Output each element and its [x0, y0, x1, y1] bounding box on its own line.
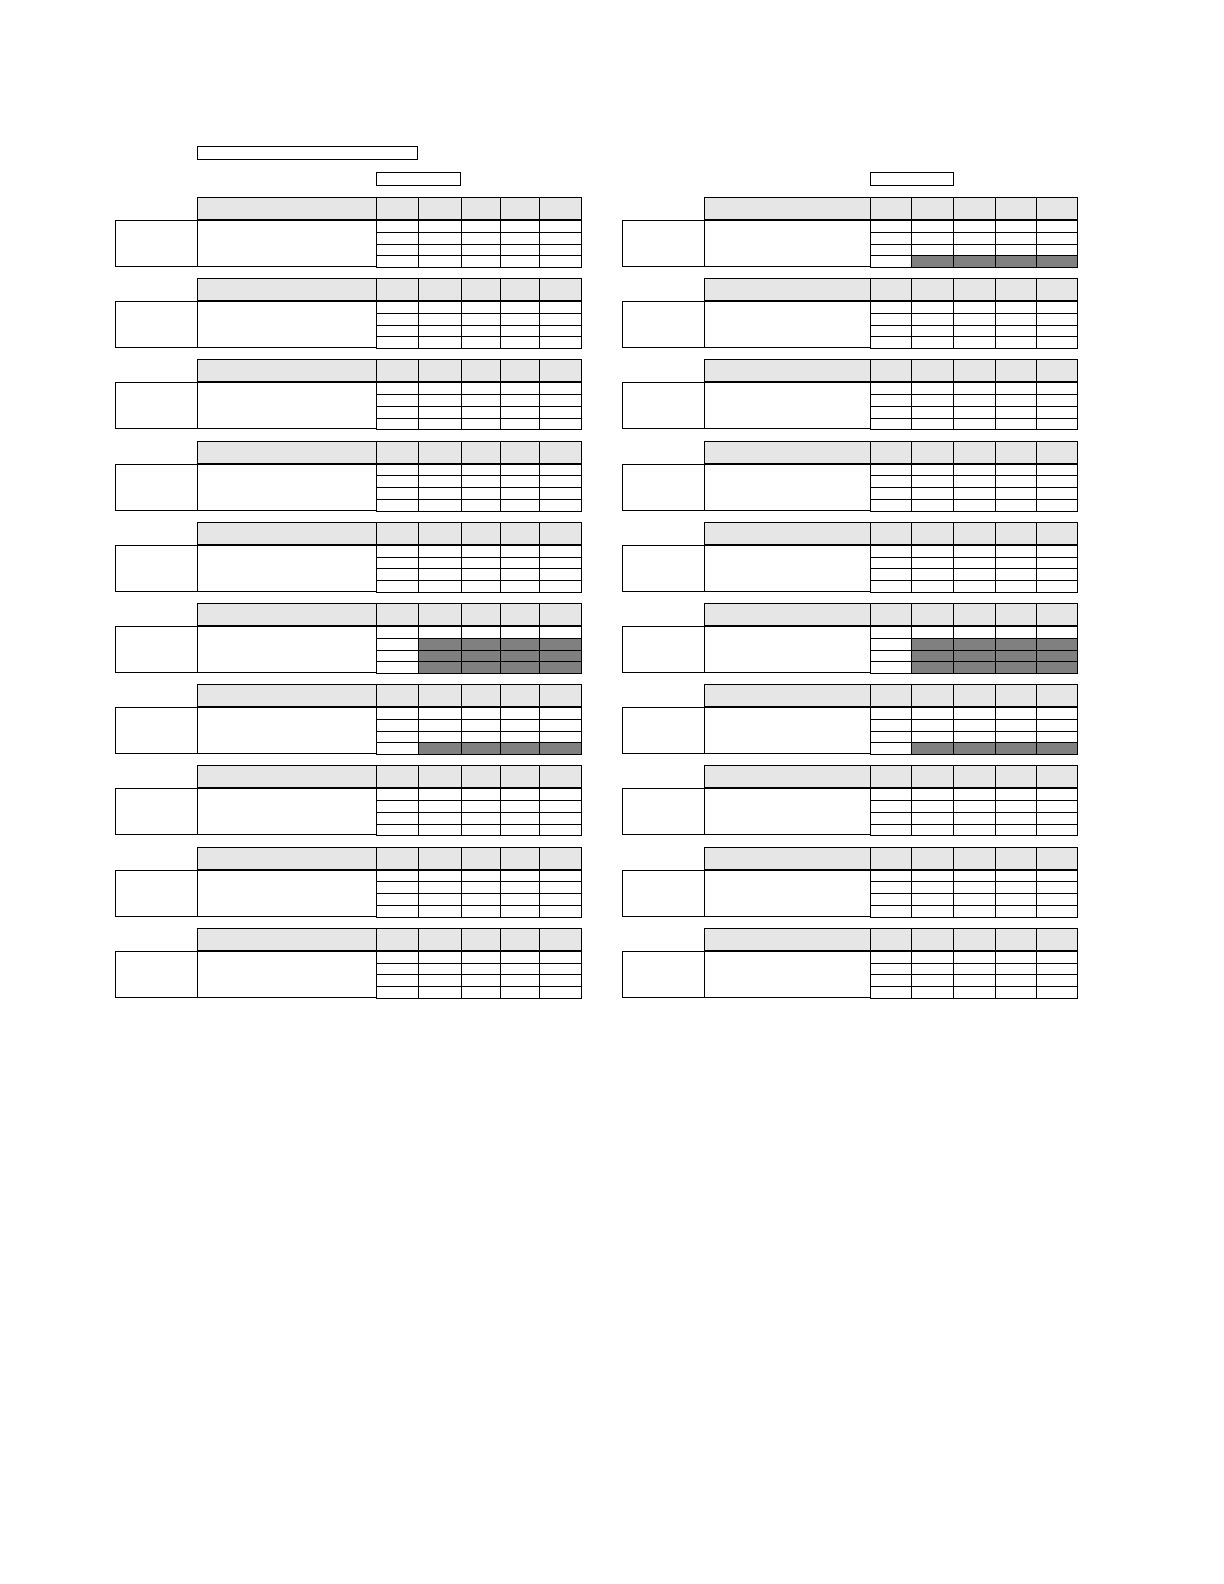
entry-cell[interactable]: [953, 499, 996, 512]
entry-cell[interactable]: [418, 905, 462, 918]
entry-cell[interactable]: [461, 905, 501, 918]
entry-cell[interactable]: [870, 580, 912, 593]
column-header-cell: [539, 684, 582, 707]
section-header: [704, 928, 871, 951]
entry-cell[interactable]: [500, 499, 540, 512]
column-header-cell: [870, 522, 912, 545]
section-description-field[interactable]: [704, 464, 871, 511]
column-header-cell: [995, 684, 1037, 707]
section-header: [197, 441, 377, 464]
column-header-cell: [1036, 928, 1078, 951]
entry-cell[interactable]: [911, 418, 954, 431]
section-header: [704, 197, 871, 220]
column-header-cell: [500, 603, 540, 626]
shaded-cell: [1036, 255, 1078, 268]
column-header-cell: [376, 522, 419, 545]
section-label-field[interactable]: [115, 464, 198, 511]
column-header-cell: [461, 928, 501, 951]
column-header-cell: [539, 197, 582, 220]
column-header-cell: [500, 684, 540, 707]
entry-cell[interactable]: [376, 255, 419, 268]
section-description-field[interactable]: [704, 301, 871, 348]
section-label-field[interactable]: [622, 464, 705, 511]
shaded-cell: [911, 255, 954, 268]
column-header-cell: [500, 359, 540, 382]
entry-cell[interactable]: [870, 499, 912, 512]
shaded-cell: [995, 742, 1037, 755]
entry-cell[interactable]: [1036, 580, 1078, 593]
column-header-cell: [500, 278, 540, 301]
entry-cell[interactable]: [995, 336, 1037, 349]
column-header-cell: [953, 197, 996, 220]
entry-cell[interactable]: [418, 255, 462, 268]
column-header-cell: [376, 278, 419, 301]
section-label-field[interactable]: [622, 951, 705, 998]
column-header-cell: [418, 441, 462, 464]
entry-cell[interactable]: [1036, 824, 1078, 837]
column-header-cell: [418, 359, 462, 382]
column-header-cell: [500, 197, 540, 220]
column-header-cell: [461, 197, 501, 220]
column-header-cell: [911, 847, 954, 870]
shaded-cell: [418, 661, 462, 674]
entry-cell[interactable]: [500, 580, 540, 593]
entry-cell[interactable]: [1036, 905, 1078, 918]
entry-cell[interactable]: [376, 824, 419, 837]
entry-cell[interactable]: [1036, 986, 1078, 999]
entry-cell[interactable]: [461, 824, 501, 837]
entry-cell[interactable]: [1036, 336, 1078, 349]
section-label-field[interactable]: [622, 220, 705, 267]
entry-cell[interactable]: [539, 580, 582, 593]
column-header-cell: [418, 928, 462, 951]
section-header: [197, 928, 377, 951]
entry-cell[interactable]: [418, 336, 462, 349]
column-header-cell: [870, 765, 912, 788]
entry-cell[interactable]: [376, 742, 419, 755]
section-label-field[interactable]: [622, 545, 705, 592]
section-header: [197, 765, 377, 788]
section-label-field[interactable]: [115, 707, 198, 754]
entry-cell[interactable]: [376, 336, 419, 349]
entry-cell[interactable]: [911, 580, 954, 593]
entry-cell[interactable]: [995, 824, 1037, 837]
column-header-cell: [995, 928, 1037, 951]
column-header-cell: [461, 522, 501, 545]
entry-cell[interactable]: [911, 824, 954, 837]
entry-cell[interactable]: [995, 905, 1037, 918]
section-header: [197, 684, 377, 707]
column-header-cell: [461, 359, 501, 382]
column-header-cell: [870, 197, 912, 220]
section-description-field[interactable]: [704, 951, 871, 998]
column-header-cell: [995, 522, 1037, 545]
column-header-cell: [461, 847, 501, 870]
column-header-cell: [461, 441, 501, 464]
section-description-field[interactable]: [704, 382, 871, 429]
column-header-cell: [1036, 278, 1078, 301]
column-header-cell: [1036, 847, 1078, 870]
column-header-cell: [911, 603, 954, 626]
right-column-header-field[interactable]: [870, 172, 954, 186]
section-header: [197, 603, 377, 626]
column-header-cell: [953, 928, 996, 951]
section-header: [704, 359, 871, 382]
column-header-cell: [418, 603, 462, 626]
section-description-field[interactable]: [704, 707, 871, 754]
column-header-cell: [1036, 684, 1078, 707]
column-header-cell: [376, 765, 419, 788]
left-column-header-field[interactable]: [376, 172, 461, 186]
section-header: [704, 441, 871, 464]
column-header-cell: [911, 197, 954, 220]
column-header-cell: [1036, 765, 1078, 788]
column-header-cell: [995, 359, 1037, 382]
section-description-field[interactable]: [197, 220, 377, 267]
entry-cell[interactable]: [500, 986, 540, 999]
entry-cell[interactable]: [418, 418, 462, 431]
column-header-cell: [539, 928, 582, 951]
shaded-cell: [1036, 742, 1078, 755]
column-header-cell: [870, 603, 912, 626]
entry-cell[interactable]: [539, 418, 582, 431]
entry-cell[interactable]: [911, 336, 954, 349]
section-description-field[interactable]: [704, 626, 871, 673]
section-label-field[interactable]: [622, 788, 705, 835]
column-header-cell: [953, 522, 996, 545]
section-label-field[interactable]: [622, 870, 705, 917]
shaded-cell: [953, 255, 996, 268]
section-label-field[interactable]: [622, 707, 705, 754]
column-header-cell: [461, 603, 501, 626]
column-header-cell: [1036, 603, 1078, 626]
column-header-cell: [418, 522, 462, 545]
column-header-cell: [461, 684, 501, 707]
column-header-cell: [539, 603, 582, 626]
entry-cell[interactable]: [870, 336, 912, 349]
entry-cell[interactable]: [870, 824, 912, 837]
column-header-cell: [539, 359, 582, 382]
entry-cell[interactable]: [500, 418, 540, 431]
section-label-field[interactable]: [115, 382, 198, 429]
column-header-cell: [500, 441, 540, 464]
shaded-cell: [953, 661, 996, 674]
column-header-cell: [539, 522, 582, 545]
entry-cell[interactable]: [953, 418, 996, 431]
entry-cell[interactable]: [418, 824, 462, 837]
section-label-field[interactable]: [115, 301, 198, 348]
column-header-cell: [376, 197, 419, 220]
entry-cell[interactable]: [870, 255, 912, 268]
column-header-cell: [376, 603, 419, 626]
title-field[interactable]: [197, 146, 418, 160]
entry-cell[interactable]: [911, 986, 954, 999]
entry-cell[interactable]: [539, 905, 582, 918]
column-header-cell: [376, 847, 419, 870]
section-description-field[interactable]: [704, 788, 871, 835]
section-label-field[interactable]: [115, 626, 198, 673]
entry-cell[interactable]: [376, 418, 419, 431]
section-description-field[interactable]: [197, 626, 377, 673]
section-label-field[interactable]: [115, 220, 198, 267]
entry-cell[interactable]: [461, 255, 501, 268]
section-description-field[interactable]: [197, 464, 377, 511]
entry-cell[interactable]: [539, 824, 582, 837]
column-header-cell: [376, 684, 419, 707]
column-header-cell: [911, 765, 954, 788]
column-header-cell: [376, 441, 419, 464]
entry-cell[interactable]: [539, 986, 582, 999]
section-label-field[interactable]: [622, 301, 705, 348]
section-description-field[interactable]: [197, 788, 377, 835]
entry-cell[interactable]: [461, 418, 501, 431]
section-description-field[interactable]: [704, 220, 871, 267]
column-header-cell: [1036, 359, 1078, 382]
shaded-cell: [461, 661, 501, 674]
column-header-cell: [418, 278, 462, 301]
shaded-cell: [500, 742, 540, 755]
column-header-cell: [539, 278, 582, 301]
column-header-cell: [911, 684, 954, 707]
section-description-field[interactable]: [197, 301, 377, 348]
entry-cell[interactable]: [376, 499, 419, 512]
entry-cell[interactable]: [500, 905, 540, 918]
column-header-cell: [870, 359, 912, 382]
section-header: [704, 847, 871, 870]
column-header-cell: [1036, 522, 1078, 545]
section-header: [704, 765, 871, 788]
column-header-cell: [911, 359, 954, 382]
column-header-cell: [953, 441, 996, 464]
entry-cell[interactable]: [500, 824, 540, 837]
entry-cell[interactable]: [870, 742, 912, 755]
column-header-cell: [500, 522, 540, 545]
column-header-cell: [870, 928, 912, 951]
column-header-cell: [911, 441, 954, 464]
entry-cell[interactable]: [870, 661, 912, 674]
section-header: [704, 684, 871, 707]
column-header-cell: [953, 847, 996, 870]
entry-cell[interactable]: [870, 418, 912, 431]
section-label-field[interactable]: [115, 788, 198, 835]
column-header-cell: [539, 765, 582, 788]
column-header-cell: [995, 197, 1037, 220]
shaded-cell: [418, 742, 462, 755]
column-header-cell: [418, 847, 462, 870]
section-description-field[interactable]: [197, 707, 377, 754]
shaded-cell: [539, 742, 582, 755]
section-description-field[interactable]: [197, 870, 377, 917]
entry-cell[interactable]: [911, 499, 954, 512]
column-header-cell: [953, 359, 996, 382]
entry-cell[interactable]: [995, 986, 1037, 999]
section-description-field[interactable]: [197, 545, 377, 592]
entry-cell[interactable]: [539, 499, 582, 512]
column-header-cell: [995, 278, 1037, 301]
section-description-field[interactable]: [197, 382, 377, 429]
entry-cell[interactable]: [953, 986, 996, 999]
entry-cell[interactable]: [870, 986, 912, 999]
column-header-cell: [995, 765, 1037, 788]
section-header: [704, 603, 871, 626]
section-label-field[interactable]: [115, 545, 198, 592]
column-header-cell: [911, 278, 954, 301]
column-header-cell: [995, 441, 1037, 464]
column-header-cell: [418, 197, 462, 220]
entry-cell[interactable]: [376, 986, 419, 999]
column-header-cell: [870, 278, 912, 301]
entry-cell[interactable]: [995, 499, 1037, 512]
column-header-cell: [870, 847, 912, 870]
column-header-cell: [953, 603, 996, 626]
column-header-cell: [1036, 441, 1078, 464]
entry-cell[interactable]: [995, 580, 1037, 593]
shaded-cell: [500, 661, 540, 674]
section-label-field[interactable]: [622, 626, 705, 673]
column-header-cell: [953, 278, 996, 301]
entry-cell[interactable]: [461, 580, 501, 593]
section-header: [704, 522, 871, 545]
shaded-cell: [911, 661, 954, 674]
shaded-cell: [1036, 661, 1078, 674]
entry-cell[interactable]: [870, 905, 912, 918]
shaded-cell: [539, 661, 582, 674]
column-header-cell: [461, 765, 501, 788]
entry-cell[interactable]: [500, 336, 540, 349]
column-header-cell: [1036, 197, 1078, 220]
entry-cell[interactable]: [461, 499, 501, 512]
column-header-cell: [500, 928, 540, 951]
section-header: [704, 278, 871, 301]
column-header-cell: [870, 441, 912, 464]
shaded-cell: [995, 661, 1037, 674]
entry-cell[interactable]: [539, 336, 582, 349]
entry-cell[interactable]: [376, 580, 419, 593]
entry-cell[interactable]: [953, 580, 996, 593]
column-header-cell: [953, 684, 996, 707]
section-label-field[interactable]: [115, 870, 198, 917]
section-header: [197, 359, 377, 382]
column-header-cell: [418, 765, 462, 788]
section-label-field[interactable]: [622, 382, 705, 429]
section-header: [197, 522, 377, 545]
shaded-cell: [995, 255, 1037, 268]
entry-cell[interactable]: [461, 986, 501, 999]
column-header-cell: [995, 847, 1037, 870]
column-header-cell: [995, 603, 1037, 626]
entry-cell[interactable]: [1036, 499, 1078, 512]
column-header-cell: [500, 847, 540, 870]
column-header-cell: [461, 278, 501, 301]
column-header-cell: [376, 928, 419, 951]
column-header-cell: [539, 847, 582, 870]
entry-cell[interactable]: [418, 580, 462, 593]
column-header-cell: [500, 765, 540, 788]
entry-cell[interactable]: [461, 336, 501, 349]
section-header: [197, 197, 377, 220]
column-header-cell: [953, 765, 996, 788]
section-description-field[interactable]: [197, 951, 377, 998]
entry-cell[interactable]: [953, 336, 996, 349]
shaded-cell: [461, 742, 501, 755]
column-header-cell: [376, 359, 419, 382]
column-header-cell: [870, 684, 912, 707]
column-header-cell: [418, 684, 462, 707]
entry-cell[interactable]: [418, 986, 462, 999]
entry-cell[interactable]: [376, 661, 419, 674]
section-header: [197, 847, 377, 870]
entry-cell[interactable]: [995, 418, 1037, 431]
column-header-cell: [911, 928, 954, 951]
shaded-cell: [953, 742, 996, 755]
column-header-cell: [539, 441, 582, 464]
entry-cell[interactable]: [953, 905, 996, 918]
entry-cell[interactable]: [418, 499, 462, 512]
entry-cell[interactable]: [376, 905, 419, 918]
section-description-field[interactable]: [704, 870, 871, 917]
entry-cell[interactable]: [953, 824, 996, 837]
section-header: [197, 278, 377, 301]
entry-cell[interactable]: [539, 255, 582, 268]
column-header-cell: [911, 522, 954, 545]
section-label-field[interactable]: [115, 951, 198, 998]
section-description-field[interactable]: [704, 545, 871, 592]
entry-cell[interactable]: [1036, 418, 1078, 431]
entry-cell[interactable]: [911, 905, 954, 918]
shaded-cell: [911, 742, 954, 755]
entry-cell[interactable]: [500, 255, 540, 268]
